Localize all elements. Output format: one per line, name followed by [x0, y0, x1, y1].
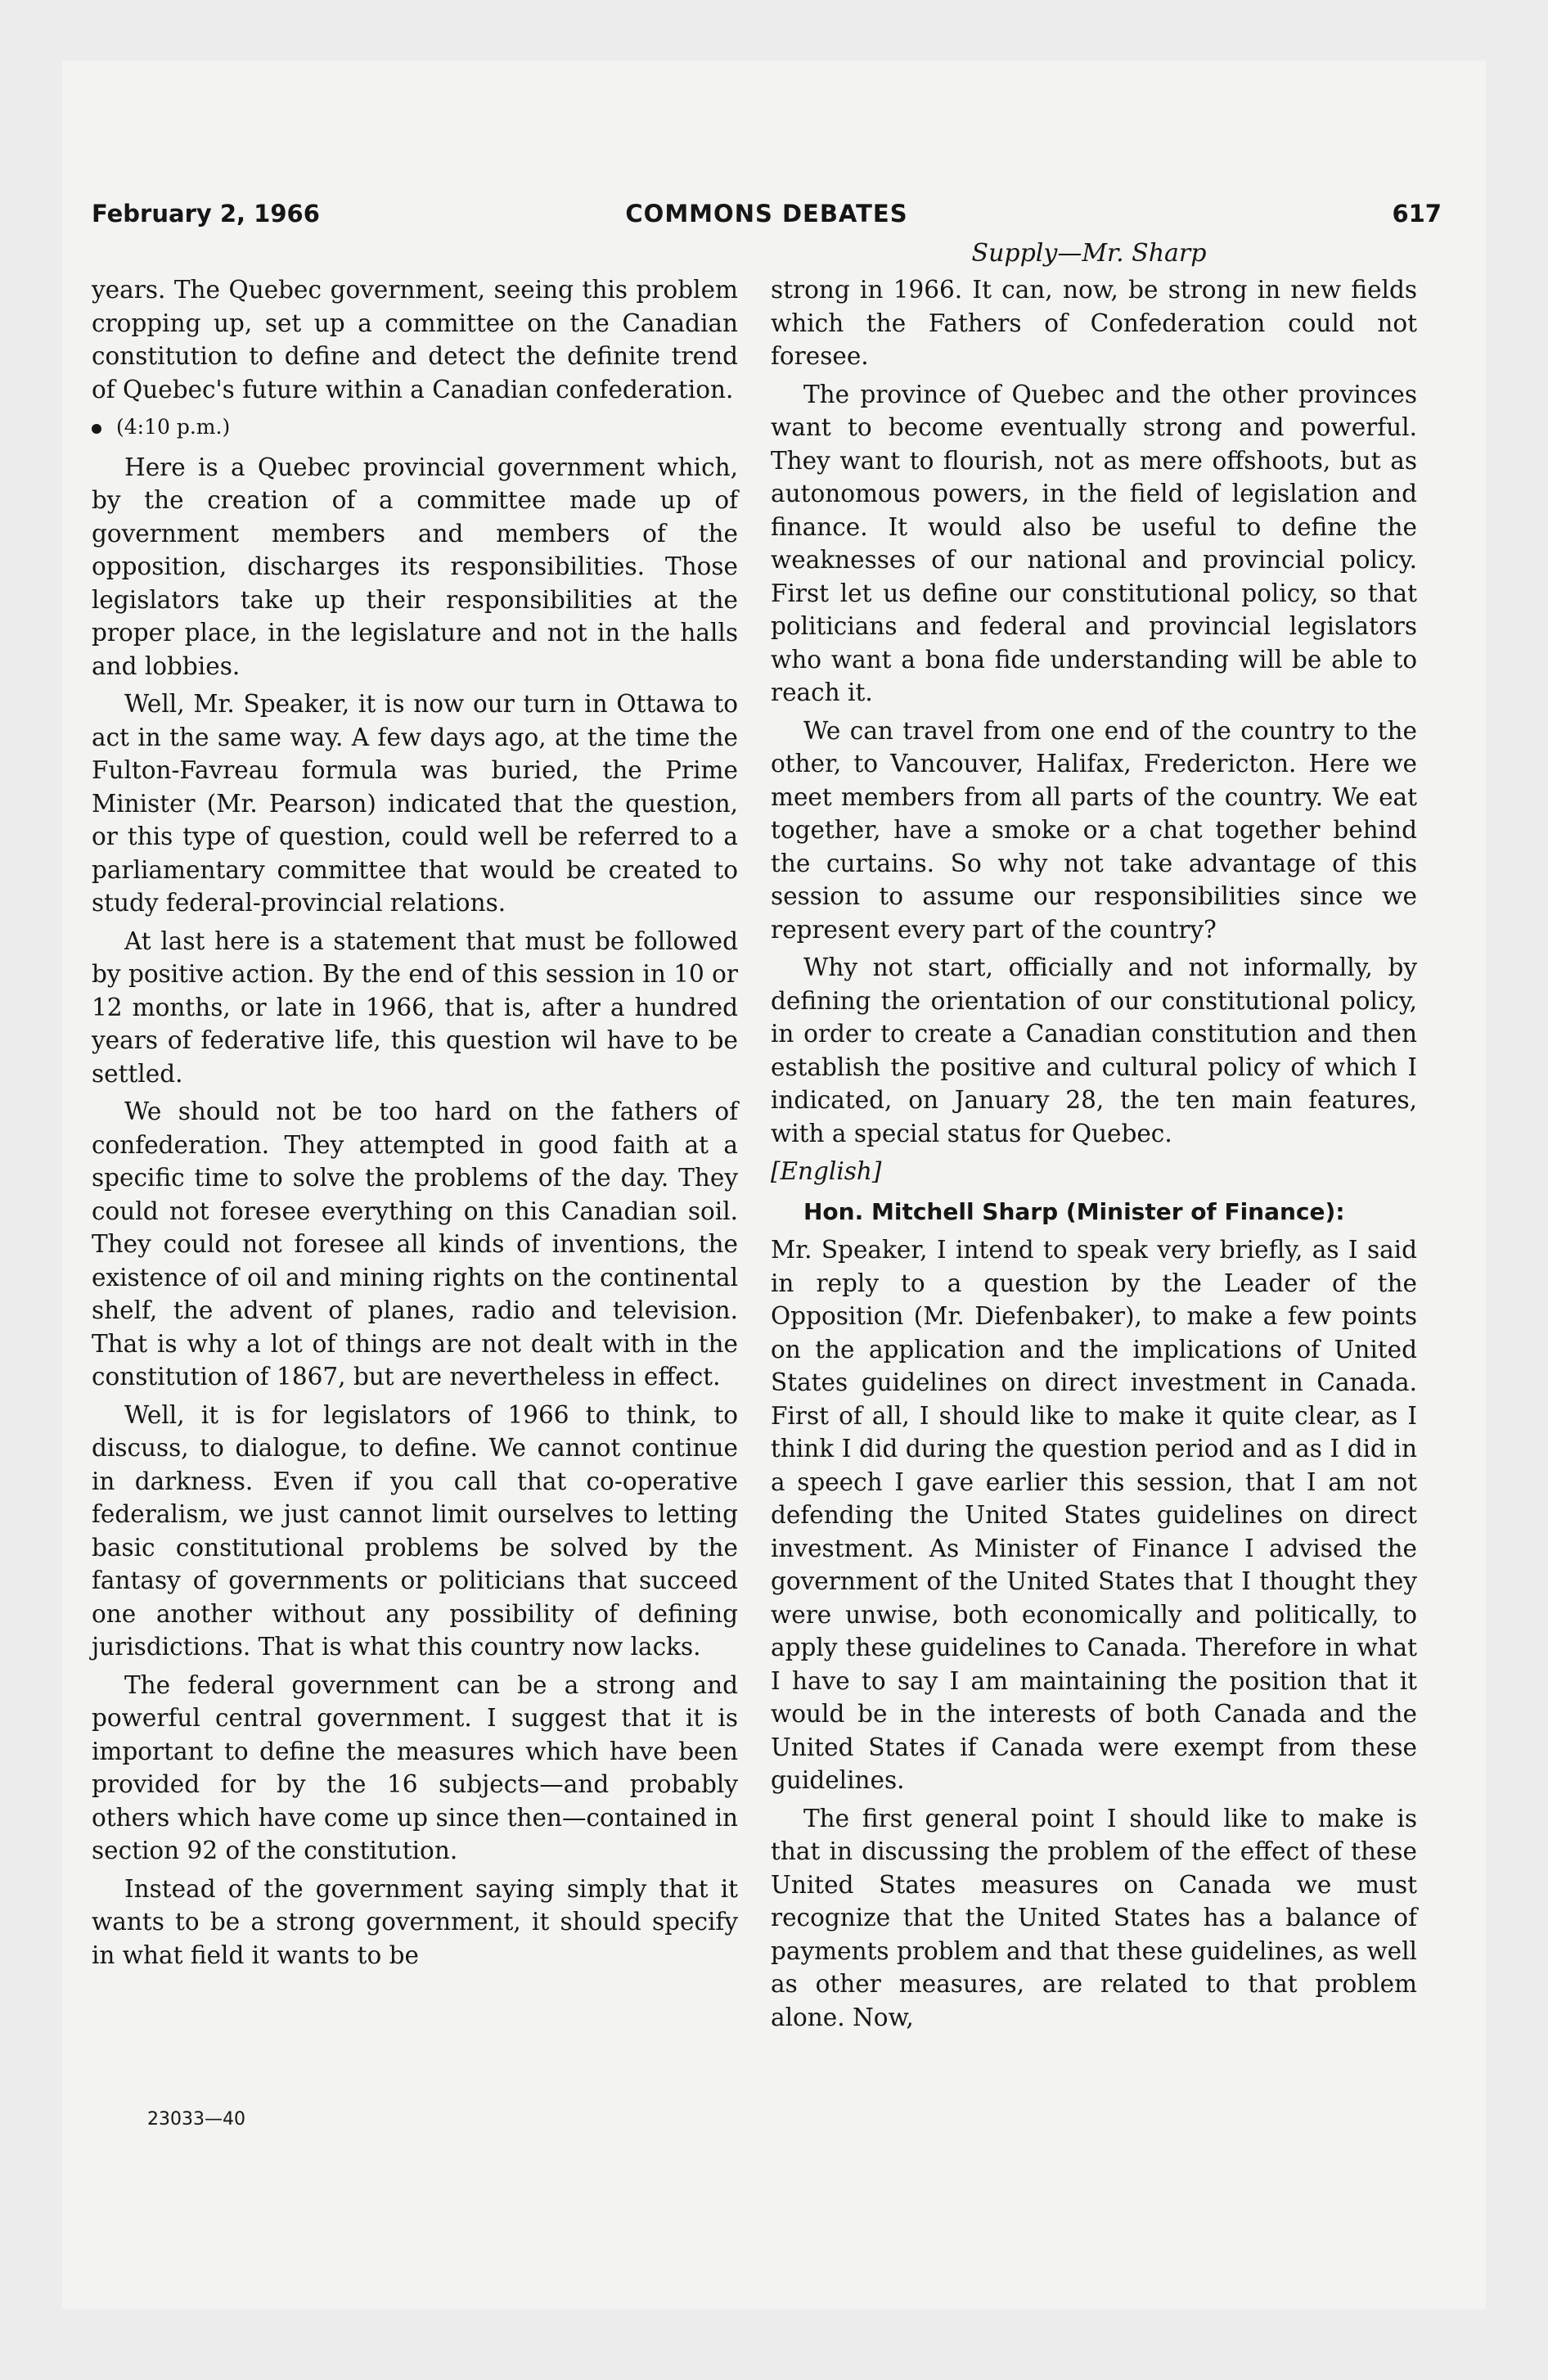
header-page-number: 617 — [1392, 200, 1442, 228]
running-subhead: Supply—Mr. Sharp — [971, 239, 1207, 268]
page-header — [92, 200, 1442, 241]
paragraph: Instead of the government saying simply that it wants to be a strong government, it should specify in what field it wants to be — [92, 1874, 738, 1969]
header-date: February 2, 1966 — [92, 200, 320, 228]
paragraph: The federal government can be a strong and powerful central government. I suggest that it is important to define the measures which have been provided for by the 16 subjects—and probably others which have come up since then—contained in section 92 of the constitution. — [92, 1670, 738, 1864]
timestamp-text: (4:10 p.m.) — [116, 415, 231, 439]
paragraph: Here is a Quebec provincial government which, by the creation of a committee made up of government members and members of the opposition, discharges its responsibilities. Those legislators take up their responsibilities at the proper place, in the legislature and not in the halls and lobbies. — [92, 453, 738, 680]
paragraph: We should not be too hard on the fathers of confederation. They attempted in good faith at a specific time to solve the problems of the day. They could not foresee everything on this Canadian soil. They could not foresee all kinds of inventions, the existence of oil and mining rights on the continental shelf, the advent of planes, radio and television. That is why a lot of things are not dealt with in the constitution of 1867, but are nevertheless in effect. — [92, 1098, 738, 1391]
paragraph: Well, it is for legislators of 1966 to think, to discuss, to dialogue, to define. We cannot continue in darkness. Even if you call that co-operative federalism, we just cannot limit ourselves to letting basic constitutional problems be solved by the fantasy of governments or politicians that succeed one another without any possibility of defining jurisdictions. That is what this country now lacks. — [92, 1400, 738, 1661]
paragraph: At last here is a statement that must be followed by positive action. By the end of this session in 10 or 12 months, or late in 1966, that is, after a hundred years of federative life, this question wil have to be settled. — [92, 926, 738, 1088]
paragraph: We can travel from one end of the country to the other, to Vancouver, Halifax, Fredericton. Here we meet members from all parts of the country. We eat together, have a smoke or a chat together behind the curtains. So why not take advantage of this session to assume our responsibilities since we represent every part of the country? — [771, 716, 1417, 944]
header-title: COMMONS DEBATES — [625, 200, 908, 228]
paragraph: Mr. Speaker, I intend to speak very briefly, as I said in reply to a question by the Leader of the Opposition (Mr. Diefenbaker), to make a few points on the application and the implications of United States guidelines on direct investment in Canada. First of all, I should like to make it quite clear, as I think I did during the question period and as I did in a speech I gave earlier this session, that I am not defending the United States guidelines on direct investment. As Minister of Finance I advised the government of the United States that I thought they were unwise, both economically and politically, to apply these guidelines to Canada. Therefore in what I have to say I am maintaining the position that it would be in the interests of both Canada and the United States if Canada were exempt from these guidelines. — [771, 1236, 1417, 1794]
paragraph: Why not start, officially and not informally, by defining the orientation of our constitutional policy, in order to create a Canadian constitution and then establish the positive and cultural policy of which I indicated, on January 28, the ten main features, with a special status for Quebec. — [771, 953, 1417, 1147]
paragraph: years. The Quebec government, seeing this problem cropping up, set up a committee on the Canadian constitution to define and detect the definite trend of Quebec's future within a Canadian confederation. — [92, 276, 738, 403]
speaker-line — [771, 1195, 1417, 1229]
left-column — [92, 273, 738, 1977]
timestamp — [92, 411, 738, 444]
bullet-icon — [92, 424, 101, 434]
paragraph: The province of Quebec and the other provinces want to become eventually strong and powerful. They want to flourish, not as mere offshoots, but as autonomous powers, in the field of legislation and finance. It would also be useful to define the weaknesses of our national and provincial policy. First let us define our constitutional policy, so that politicians and federal and provincial legislators who want a bona fide understanding will be able to reach it. — [771, 380, 1417, 706]
footer-code: 23033—40 — [147, 2109, 245, 2130]
language-tag: [English] — [771, 1157, 882, 1185]
paragraph: strong in 1966. It can, now, be strong in new fields which the Fathers of Confederation could not foresee. — [771, 276, 1417, 370]
right-column — [771, 273, 1417, 2039]
paragraph: The first general point I should like to make is that in discussing the problem of the effect of these United States measures on Canada we must recognize that the United States has a balance of payments problem and that these guidelines, as well as other measures, are related to that problem alone. Now, — [771, 1804, 1417, 2031]
speaker-name: Hon. Mitchell Sharp (Minister of Finance): — [803, 1197, 1345, 1225]
paragraph: Well, Mr. Speaker, it is now our turn in Ottawa to act in the same way. A few days ago, at the time the Fulton-Favreau formula was buried, the Prime Minister (Mr. Pearson) indicated that the question, or this type of question, could well be referred to a parliamentary committee that would be created to study federal-provincial relations. — [92, 690, 738, 917]
